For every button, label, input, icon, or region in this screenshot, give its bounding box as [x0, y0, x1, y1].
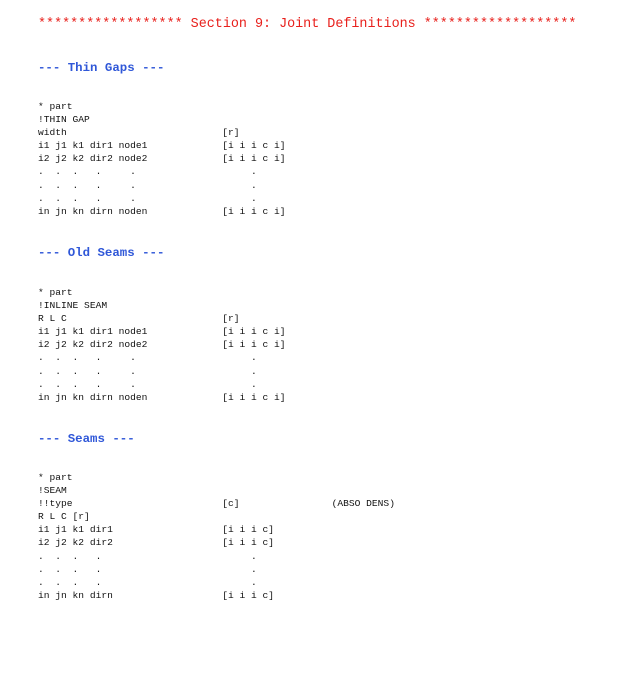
heading-thin-gaps: --- Thin Gaps --- [38, 61, 165, 75]
code-block-seams: * part !SEAM !!type [c] (ABSO DENS) R L C [r] i1 j1 k1 dir1 [i i i c] i2 j2 k2 dir2 [i i i c] . . . . . . . . . . . . . . . in jn kn dirn [i i i c] [38, 472, 395, 601]
section-title: ****************** Section 9: Joint Definitions ******************* [38, 17, 577, 32]
heading-seams: --- Seams --- [38, 432, 135, 446]
heading-old-seams: --- Old Seams --- [38, 246, 165, 260]
code-block-thin-gaps: * part !THIN GAP width [r] i1 j1 k1 dir1 node1 [i i i c i] i2 j2 k2 dir2 node2 [i i i c i] . . . . . . . . . . . . . . . . . . in jn kn dirn noden [i i i c i] [38, 101, 286, 217]
code-block-old-seams: * part !INLINE SEAM R L C [r] i1 j1 k1 dir1 node1 [i i i c i] i2 j2 k2 dir2 node2 [i i i c i] . . . . . . . . . . . . . . . . . . in jn kn dirn noden [i i i c i] [38, 287, 286, 403]
